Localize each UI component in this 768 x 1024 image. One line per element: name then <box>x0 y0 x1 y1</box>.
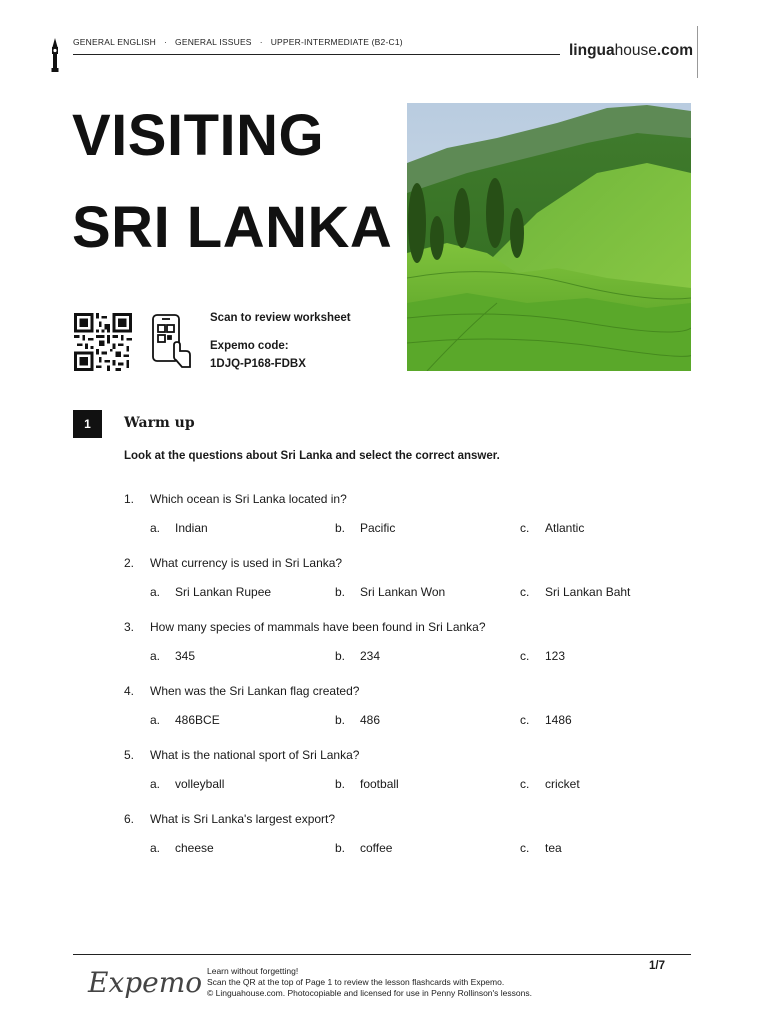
question-text: When was the Sri Lankan flag created? <box>150 684 360 698</box>
option-answer[interactable]: volleyball <box>175 777 225 791</box>
title-line-1: VISITING <box>72 103 325 168</box>
expemo-code-label: Expemo code: <box>210 340 289 352</box>
header-divider <box>73 54 560 55</box>
question-number: 2. <box>124 556 135 570</box>
option-letter[interactable]: a. <box>150 713 161 727</box>
option-letter[interactable]: a. <box>150 521 161 535</box>
option-answer[interactable]: Atlantic <box>545 521 585 535</box>
big-ben-icon <box>49 38 61 72</box>
question-text: Which ocean is Sri Lanka located in? <box>150 492 347 506</box>
option-answer[interactable]: 486BCE <box>175 713 220 727</box>
brand-logo[interactable]: linguahouse.com <box>569 42 694 59</box>
scan-label: Scan to review worksheet <box>210 312 351 324</box>
option-answer[interactable]: cheese <box>175 841 214 855</box>
option-letter[interactable]: b. <box>335 521 346 535</box>
option-letter[interactable]: b. <box>335 841 346 855</box>
option-letter[interactable]: a. <box>150 777 161 791</box>
option-letter[interactable]: a. <box>150 841 161 855</box>
option-answer[interactable]: 345 <box>175 649 196 663</box>
option-answer[interactable]: tea <box>545 841 562 855</box>
option-answer[interactable]: 1486 <box>545 713 572 727</box>
option-letter[interactable]: c. <box>520 585 530 599</box>
question-text: What is the national sport of Sri Lanka? <box>150 748 360 762</box>
footer-instruction: Scan the QR at the top of Page 1 to review the lesson flashcards with Expemo. <box>207 977 505 987</box>
option-letter[interactable]: c. <box>520 649 530 663</box>
question-number: 4. <box>124 684 135 698</box>
option-letter[interactable]: c. <box>520 713 530 727</box>
option-letter[interactable]: b. <box>335 777 346 791</box>
qr-code-icon[interactable] <box>73 313 133 371</box>
option-answer[interactable]: Sri Lankan Won <box>360 585 446 599</box>
option-answer[interactable]: Pacific <box>360 521 396 535</box>
option-letter[interactable]: c. <box>520 521 530 535</box>
breadcrumb-item-level: UPPER-INTERMEDIATE (B2-C1) <box>270 37 403 47</box>
option-answer[interactable]: cricket <box>545 777 580 791</box>
option-answer[interactable]: Sri Lankan Rupee <box>175 585 272 599</box>
brand-divider <box>697 26 698 78</box>
option-answer[interactable]: coffee <box>360 841 393 855</box>
breadcrumb-item-course: GENERAL ENGLISH <box>73 37 156 47</box>
section-title: Warm up <box>124 415 195 431</box>
section-number-badge: 1 <box>73 410 102 438</box>
footer-tagline: Learn without forgetting! <box>207 966 299 976</box>
expemo-logo[interactable]: Expemo <box>88 966 203 999</box>
page-number: 1/7 <box>649 960 665 972</box>
option-answer[interactable]: 486 <box>360 713 381 727</box>
option-letter[interactable]: c. <box>520 841 530 855</box>
expemo-code-value: 1DJQ-P168-FDBX <box>210 358 306 370</box>
option-letter[interactable]: b. <box>335 649 346 663</box>
option-letter[interactable]: b. <box>335 713 346 727</box>
phone-scan-icon <box>150 313 192 371</box>
question-number: 3. <box>124 620 135 634</box>
option-answer[interactable]: Indian <box>175 521 208 535</box>
option-letter[interactable]: b. <box>335 585 346 599</box>
option-answer[interactable]: 123 <box>545 649 566 663</box>
option-answer[interactable]: Sri Lankan Baht <box>545 585 631 599</box>
section-instruction: Look at the questions about Sri Lanka and select the correct answer. <box>124 450 500 462</box>
breadcrumb-item-topic: GENERAL ISSUES <box>175 37 252 47</box>
option-answer[interactable]: football <box>360 777 399 791</box>
title-line-2: SRI LANKA <box>72 195 393 260</box>
footer-copyright: © Linguahouse.com. Photocopiable and licensed for use in Penny Rollinson's lessons. <box>207 988 532 998</box>
option-answer[interactable]: 234 <box>360 649 381 663</box>
question-number: 6. <box>124 812 135 826</box>
question-number: 5. <box>124 748 135 762</box>
option-letter[interactable]: c. <box>520 777 530 791</box>
breadcrumb: GENERAL ENGLISH · GENERAL ISSUES · UPPER-INTERMEDIATE (B2-C1) <box>73 37 403 47</box>
option-letter[interactable]: a. <box>150 585 161 599</box>
question-text: What currency is used in Sri Lanka? <box>150 556 343 570</box>
footer-divider <box>73 954 691 955</box>
option-letter[interactable]: a. <box>150 649 161 663</box>
question-text: What is Sri Lanka's largest export? <box>150 812 336 826</box>
tea-plantation-photo <box>407 103 691 371</box>
page-title <box>72 90 392 274</box>
question-number: 1. <box>124 492 135 506</box>
question-text: How many species of mammals have been found in Sri Lanka? <box>150 620 486 634</box>
